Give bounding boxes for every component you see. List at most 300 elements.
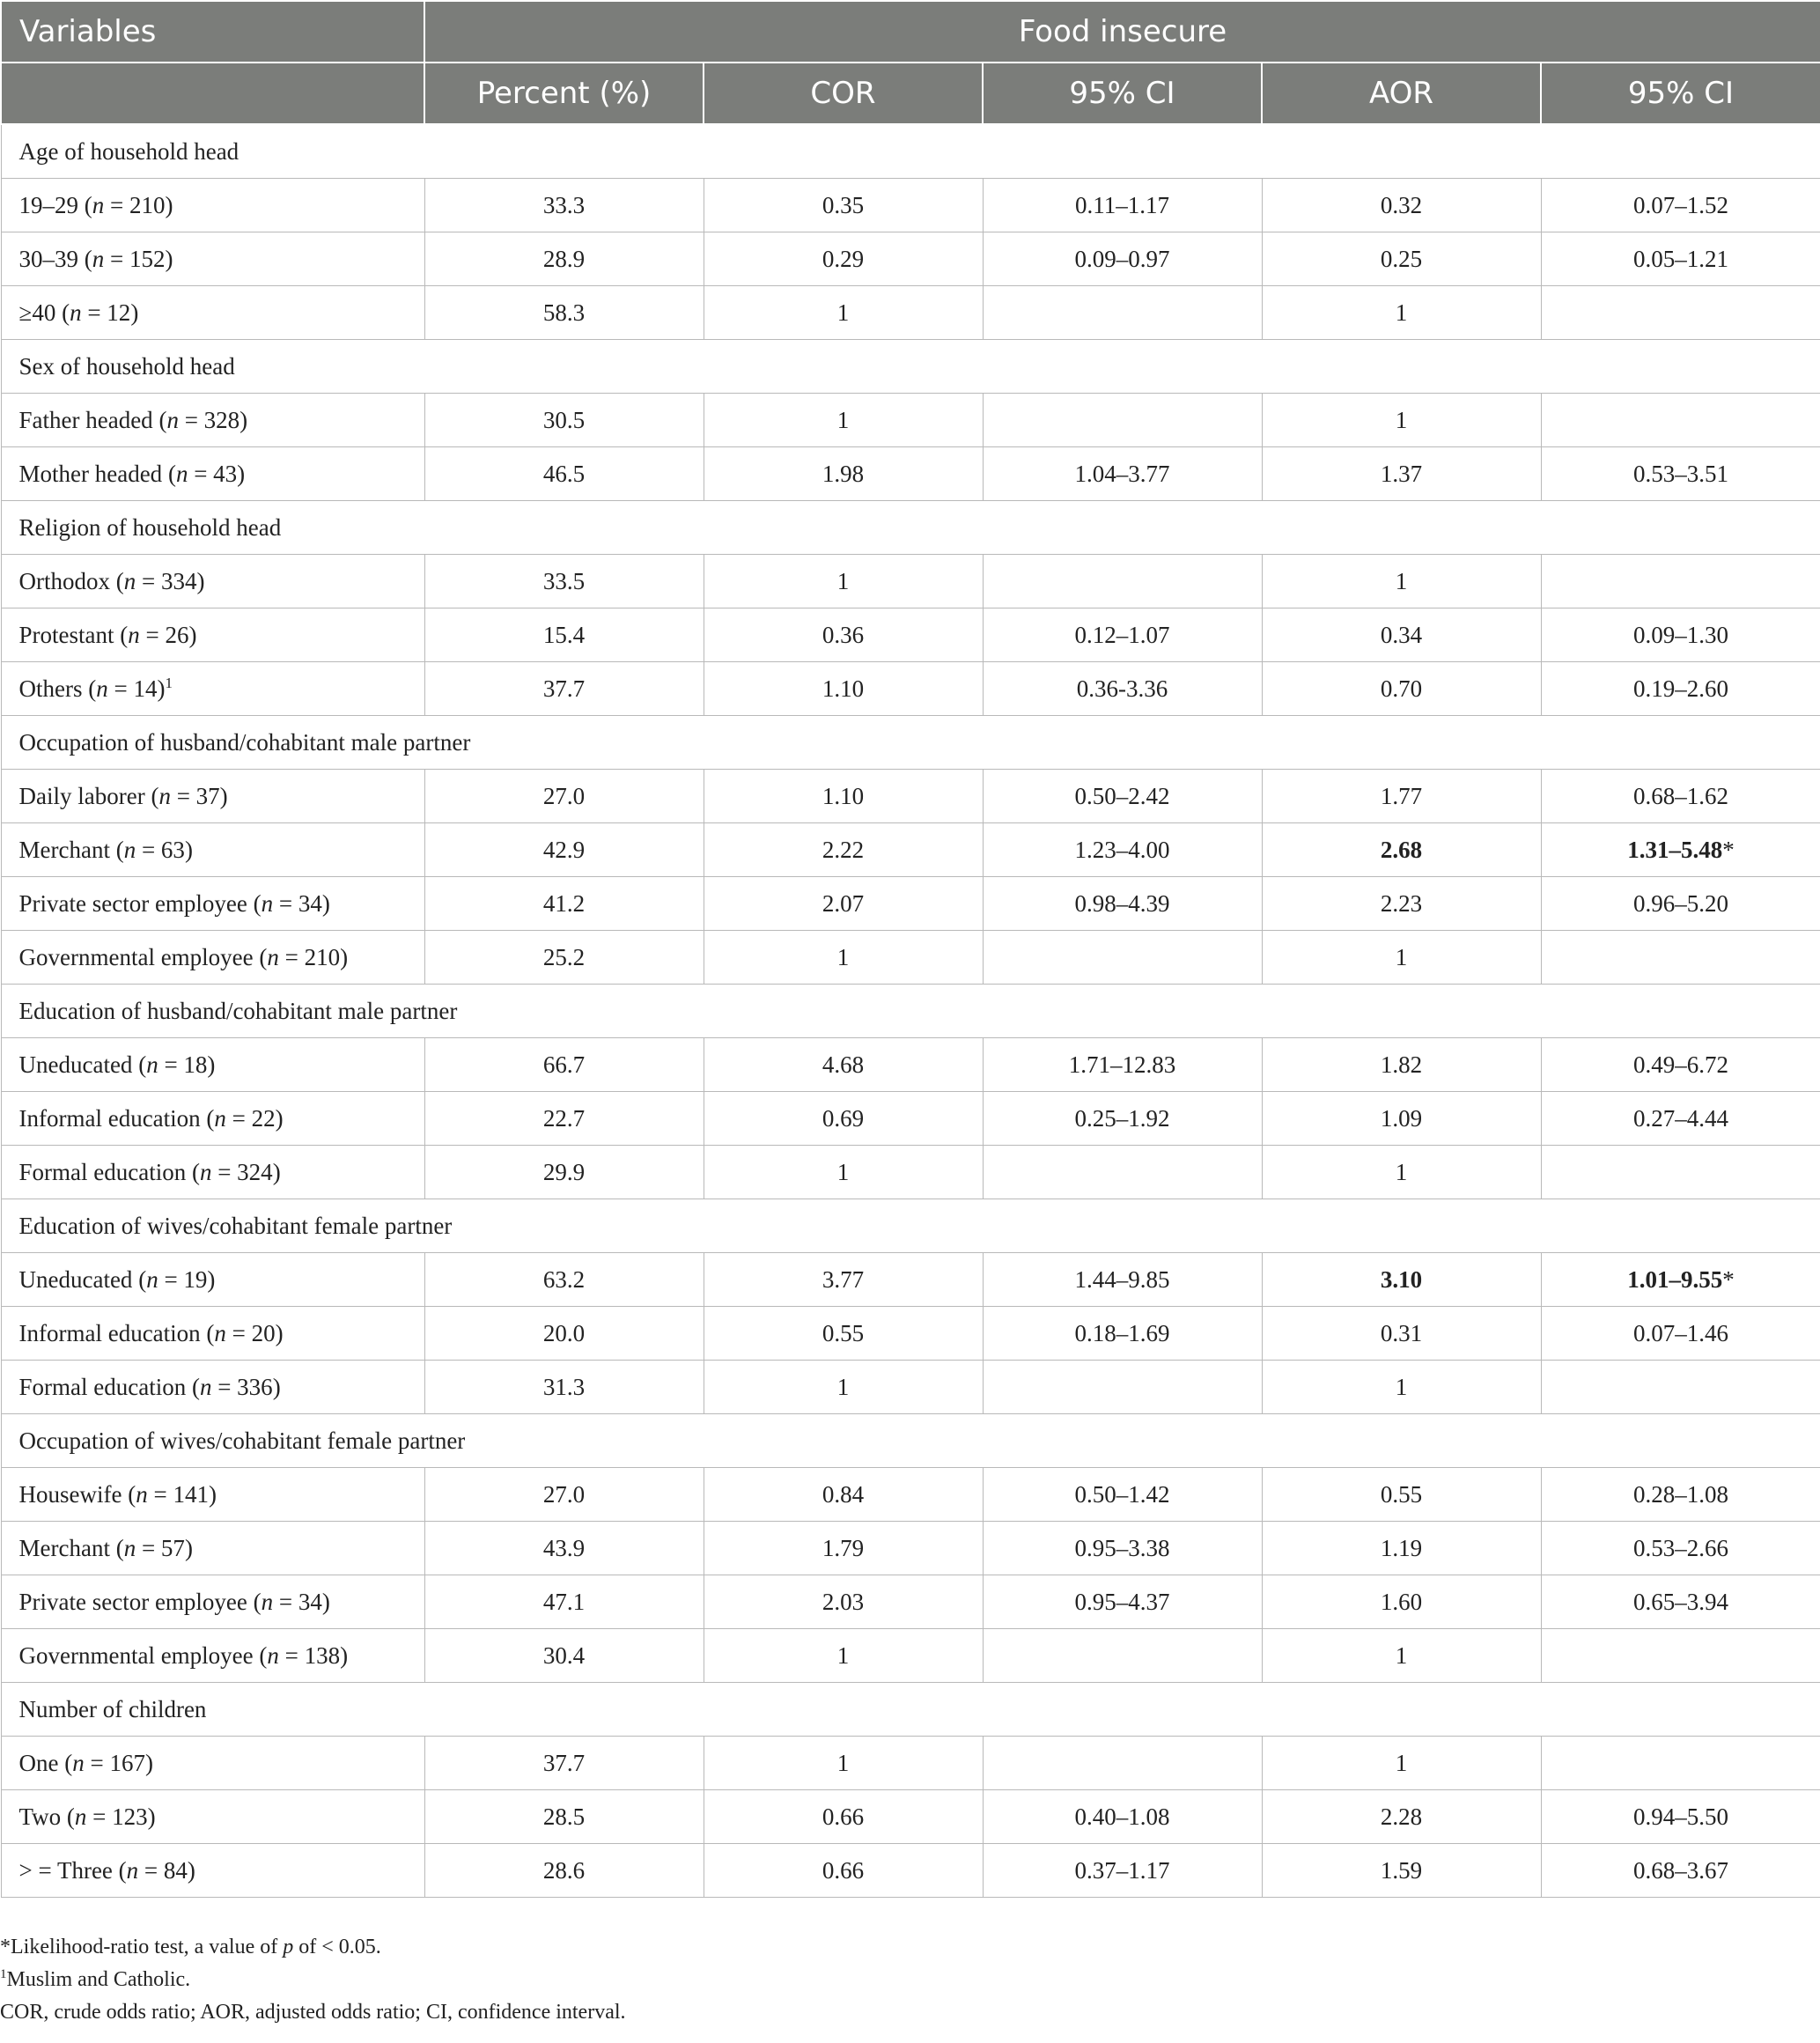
cell-aor-ci — [1541, 662, 1820, 716]
row-n-value: = 334 — [136, 567, 197, 594]
cell-aor-ci — [1541, 1522, 1820, 1575]
row-label-text: Housewife — [18, 1480, 122, 1508]
cell-cor: 0.29 — [704, 232, 983, 286]
cell-aor-ci-value: 0.07–1.52 — [1633, 191, 1728, 218]
row-label: Two (n = 123) — [1, 1790, 424, 1844]
cell-aor-ci — [1541, 555, 1820, 608]
row-n-symbol: n — [199, 1158, 212, 1185]
cell-aor-ci-value: 0.94–5.50 — [1633, 1803, 1728, 1830]
row-label: Informal education (n = 22) — [1, 1092, 424, 1146]
row-n-symbol: n — [92, 245, 105, 272]
cell-aor: 1.82 — [1262, 1038, 1541, 1092]
cell-percent: 22.7 — [424, 1092, 704, 1146]
row-label-text: Private sector employee — [18, 889, 247, 917]
table-row — [1, 232, 1820, 286]
row-label: Uneducated (n = 19) — [1, 1253, 424, 1307]
table-row — [1, 1790, 1820, 1844]
cell-cor: 1 — [704, 1361, 983, 1414]
cell-aor: 2.28 — [1262, 1790, 1541, 1844]
row-n-value: = 37 — [170, 782, 220, 809]
cell-cor: 0.36 — [704, 608, 983, 662]
cell-aor: 1 — [1262, 394, 1541, 447]
row-label: > = Three (n = 84) — [1, 1844, 424, 1898]
cell-aor-ci — [1541, 1307, 1820, 1361]
table-row — [1, 662, 1820, 716]
row-n-value: = 26 — [139, 621, 189, 648]
cell-aor-ci — [1541, 931, 1820, 985]
cell-aor-ci-value: 0.49–6.72 — [1633, 1051, 1728, 1078]
row-label-text: Merchant — [18, 1534, 110, 1561]
row-label: Father headed (n = 328) — [1, 394, 424, 447]
row-n-value: = 167 — [84, 1749, 145, 1776]
footnote-others: $^1$Muslim and Catholic. — [0, 1967, 191, 1991]
row-n-value: = 210 — [104, 191, 166, 218]
cell-cor: 0.69 — [704, 1092, 983, 1146]
row-label-text: Daily laborer — [18, 782, 145, 809]
cell-aor: 1 — [1262, 555, 1541, 608]
row-n-symbol: n — [74, 1803, 87, 1830]
cell-aor-ci — [1541, 823, 1820, 877]
cell-cor-ci: 0.12–1.07 — [983, 608, 1262, 662]
cell-aor-ci — [1541, 286, 1820, 340]
row-n-symbol: n — [92, 191, 105, 218]
row-n-value: = 43 — [188, 460, 238, 487]
cell-percent: 33.3 — [424, 179, 704, 232]
cell-aor: 1.77 — [1262, 770, 1541, 823]
row-label: 30–39 (n = 152) — [1, 232, 424, 286]
table-row — [1, 447, 1820, 501]
table-row — [1, 1361, 1820, 1414]
row-n-value: = 328 — [178, 406, 240, 433]
row-n-symbol: n — [214, 1319, 226, 1346]
header-food-insecure: Food insecure — [424, 1, 1820, 63]
cell-aor-ci-value: 0.28–1.08 — [1633, 1480, 1728, 1508]
cell-aor: 0.25 — [1262, 232, 1541, 286]
cell-aor-ci — [1541, 232, 1820, 286]
row-n-value: = 84 — [138, 1856, 188, 1884]
cell-aor-ci — [1541, 608, 1820, 662]
cell-percent: 37.7 — [424, 1737, 704, 1790]
row-n-symbol: n — [70, 299, 82, 326]
cell-percent: 27.0 — [424, 770, 704, 823]
row-n-value: = 210 — [278, 943, 341, 970]
cell-aor-ci — [1541, 1468, 1820, 1522]
table-row — [1, 286, 1820, 340]
section-row — [1, 1683, 1820, 1737]
row-label-text: Private sector employee — [18, 1588, 247, 1615]
cell-percent: 28.5 — [424, 1790, 704, 1844]
table-row — [1, 770, 1820, 823]
row-n-symbol: n — [158, 782, 171, 809]
cell-cor-ci: 0.50–2.42 — [983, 770, 1262, 823]
cell-percent: 46.5 — [424, 447, 704, 501]
cell-percent: 58.3 — [424, 286, 704, 340]
row-label-text: Orthodox — [18, 567, 110, 594]
table-row — [1, 1575, 1820, 1629]
row-label: Orthodox (n = 334) — [1, 555, 424, 608]
cell-percent: 20.0 — [424, 1307, 704, 1361]
row-label-text: Others — [18, 675, 83, 702]
cell-cor: 1 — [704, 1737, 983, 1790]
table-row — [1, 1737, 1820, 1790]
cell-cor-ci — [983, 1146, 1262, 1199]
row-label-text: 19–29 — [18, 191, 78, 218]
table-row — [1, 931, 1820, 985]
row-label: Merchant (n = 63) — [1, 823, 424, 877]
cell-cor: 1.10 — [704, 770, 983, 823]
table-row — [1, 179, 1820, 232]
table-footnotes — [0, 1931, 1820, 2029]
cell-cor-ci — [983, 931, 1262, 985]
row-n-symbol: n — [136, 1480, 148, 1508]
cell-percent: 31.3 — [424, 1361, 704, 1414]
cell-aor: 1.09 — [1262, 1092, 1541, 1146]
cell-cor: 1 — [704, 1146, 983, 1199]
cell-aor-ci-value: 0.07–1.46 — [1633, 1319, 1728, 1346]
cell-percent: 41.2 — [424, 877, 704, 931]
row-n-value: = 141 — [147, 1480, 209, 1508]
cell-aor-ci — [1541, 1146, 1820, 1199]
cell-aor-ci — [1541, 179, 1820, 232]
row-n-symbol: n — [72, 1749, 85, 1776]
row-n-symbol: n — [261, 889, 274, 917]
table-header — [1, 1, 1820, 124]
cell-percent: 28.6 — [424, 1844, 704, 1898]
cell-cor: 1 — [704, 286, 983, 340]
row-label-text: Uneducated — [18, 1051, 133, 1078]
cell-percent: 25.2 — [424, 931, 704, 985]
cell-cor-ci: 0.36-3.36 — [983, 662, 1262, 716]
cell-aor: 1 — [1262, 1629, 1541, 1683]
row-n-symbol: n — [267, 1641, 279, 1669]
section-row — [1, 716, 1820, 770]
row-n-symbol: n — [146, 1265, 158, 1293]
row-label: 19–29 (n = 210) — [1, 179, 424, 232]
row-n-value: = 336 — [211, 1373, 273, 1400]
row-n-value: = 22 — [225, 1104, 276, 1132]
cell-aor: 3.10 — [1262, 1253, 1541, 1307]
row-label-text: Two — [18, 1803, 62, 1830]
cell-cor-ci — [983, 1737, 1262, 1790]
row-label-text: Formal education — [18, 1373, 187, 1400]
table-row — [1, 823, 1820, 877]
cell-aor: 1 — [1262, 1737, 1541, 1790]
cell-aor-ci-value: 0.19–2.60 — [1633, 675, 1728, 702]
cell-aor-ci — [1541, 770, 1820, 823]
row-label-text: Formal education — [18, 1158, 187, 1185]
cell-percent: 15.4 — [424, 608, 704, 662]
cell-aor-ci-value: 0.53–3.51 — [1633, 460, 1728, 487]
cell-percent: 66.7 — [424, 1038, 704, 1092]
row-label: Others (n = 14)$^1$ — [1, 662, 424, 716]
row-label-text: Merchant — [18, 836, 110, 863]
row-n-value: = 34 — [273, 889, 322, 917]
cell-cor: 2.03 — [704, 1575, 983, 1629]
cell-aor-ci — [1541, 1038, 1820, 1092]
row-label: Private sector employee (n = 34) — [1, 1575, 424, 1629]
cell-cor-ci: 0.40–1.08 — [983, 1790, 1262, 1844]
row-label-text: One — [18, 1749, 59, 1776]
cell-cor: 3.77 — [704, 1253, 983, 1307]
header-variables: Variables — [1, 1, 424, 63]
cell-cor: 1 — [704, 555, 983, 608]
row-label-text: Informal education — [18, 1104, 201, 1132]
cell-cor: 1 — [704, 1629, 983, 1683]
cell-aor-ci — [1541, 1629, 1820, 1683]
header-percent: Percent (%) — [424, 63, 704, 124]
cell-aor-ci — [1541, 1253, 1820, 1307]
row-label: Mother headed (n = 43) — [1, 447, 424, 501]
cell-cor-ci — [983, 286, 1262, 340]
row-label-text: > = Three — [18, 1856, 113, 1884]
table-row — [1, 608, 1820, 662]
table-row — [1, 555, 1820, 608]
section-row — [1, 124, 1820, 179]
cell-aor-ci — [1541, 1575, 1820, 1629]
cell-cor: 1 — [704, 931, 983, 985]
row-label-text: Protestant — [18, 621, 114, 648]
row-footnote-marker: 1 — [165, 674, 173, 691]
cell-aor: 0.34 — [1262, 608, 1541, 662]
row-n-value: = 63 — [136, 836, 185, 863]
row-n-symbol: n — [261, 1588, 274, 1615]
row-n-symbol: n — [123, 1534, 136, 1561]
row-n-value: = 34 — [273, 1588, 322, 1615]
cell-cor-ci: 0.25–1.92 — [983, 1092, 1262, 1146]
cell-aor: 1.19 — [1262, 1522, 1541, 1575]
table-row — [1, 1629, 1820, 1683]
row-label-text: Mother headed — [18, 460, 163, 487]
row-n-symbol: n — [166, 406, 179, 433]
cell-cor-ci: 0.37–1.17 — [983, 1844, 1262, 1898]
row-n-value: = 14 — [107, 675, 158, 702]
row-label-text: Father headed — [18, 406, 153, 433]
table-row — [1, 1038, 1820, 1092]
row-label: Formal education (n = 324) — [1, 1146, 424, 1199]
cell-cor-ci: 0.11–1.17 — [983, 179, 1262, 232]
row-label: Governmental employee (n = 138) — [1, 1629, 424, 1683]
cell-aor-ci-value: 0.05–1.21 — [1633, 245, 1728, 272]
significance-star: * — [1722, 836, 1735, 863]
cell-cor-ci: 1.44–9.85 — [983, 1253, 1262, 1307]
cell-aor-ci-value: 1.31–5.48 — [1627, 836, 1723, 863]
cell-cor: 0.55 — [704, 1307, 983, 1361]
cell-aor: 1.60 — [1262, 1575, 1541, 1629]
cell-aor-ci-value: 0.68–3.67 — [1633, 1856, 1728, 1884]
cell-aor-ci-value: 0.65–3.94 — [1633, 1588, 1728, 1615]
table-row — [1, 1146, 1820, 1199]
cell-percent: 42.9 — [424, 823, 704, 877]
cell-aor-ci-value: 0.96–5.20 — [1633, 889, 1728, 917]
section-title: Religion of household head — [1, 501, 1820, 555]
cell-percent: 37.7 — [424, 662, 704, 716]
row-n-symbol: n — [146, 1051, 158, 1078]
section-row — [1, 340, 1820, 394]
row-label: Housewife (n = 141) — [1, 1468, 424, 1522]
cell-aor: 1 — [1262, 286, 1541, 340]
cell-aor-ci-value: 0.53–2.66 — [1633, 1534, 1728, 1561]
header-aor: AOR — [1262, 63, 1541, 124]
row-n-value: = 18 — [158, 1051, 208, 1078]
section-row — [1, 985, 1820, 1038]
row-label: Protestant (n = 26) — [1, 608, 424, 662]
cell-cor: 0.66 — [704, 1790, 983, 1844]
row-n-value: = 324 — [211, 1158, 273, 1185]
row-n-value: = 20 — [225, 1319, 276, 1346]
cell-aor-ci-value: 0.27–4.44 — [1633, 1104, 1728, 1132]
cell-percent: 30.4 — [424, 1629, 704, 1683]
footnote-significance: *Likelihood-ratio test, a value of p of < 0.05. — [0, 1936, 381, 1958]
cell-cor-ci: 0.95–3.38 — [983, 1522, 1262, 1575]
row-n-value: = 12 — [81, 299, 131, 326]
cell-cor-ci: 0.18–1.69 — [983, 1307, 1262, 1361]
cell-percent: 30.5 — [424, 394, 704, 447]
row-label-text: 30–39 — [18, 245, 78, 272]
table-row — [1, 1468, 1820, 1522]
cell-cor: 2.07 — [704, 877, 983, 931]
cell-cor: 1.79 — [704, 1522, 983, 1575]
cell-aor: 0.31 — [1262, 1307, 1541, 1361]
row-n-symbol: n — [214, 1104, 226, 1132]
cell-percent: 47.1 — [424, 1575, 704, 1629]
cell-percent: 33.5 — [424, 555, 704, 608]
cell-cor: 0.35 — [704, 179, 983, 232]
row-label: One (n = 167) — [1, 1737, 424, 1790]
section-title: Number of children — [1, 1683, 1820, 1737]
header-cor: COR — [704, 63, 983, 124]
header-aor-ci: 95% CI — [1541, 63, 1820, 124]
cell-cor: 2.22 — [704, 823, 983, 877]
cell-aor: 1 — [1262, 931, 1541, 985]
cell-aor: 0.32 — [1262, 179, 1541, 232]
row-n-symbol: n — [267, 943, 279, 970]
section-title: Occupation of husband/cohabitant male partner — [1, 716, 1820, 770]
cell-cor-ci: 0.50–1.42 — [983, 1468, 1262, 1522]
cell-cor: 1 — [704, 394, 983, 447]
table-row — [1, 1092, 1820, 1146]
section-row — [1, 1199, 1820, 1253]
cell-aor-ci — [1541, 1092, 1820, 1146]
row-label: Uneducated (n = 18) — [1, 1038, 424, 1092]
cell-aor-ci-value: 0.68–1.62 — [1633, 782, 1728, 809]
row-n-value: = 152 — [104, 245, 166, 272]
section-row — [1, 1414, 1820, 1468]
row-n-symbol: n — [123, 836, 136, 863]
table-row — [1, 877, 1820, 931]
row-n-value: = 138 — [278, 1641, 341, 1669]
row-label: Daily laborer (n = 37) — [1, 770, 424, 823]
row-label: ≥40 (n = 12) — [1, 286, 424, 340]
significance-star: * — [1722, 1265, 1735, 1293]
cell-aor: 0.55 — [1262, 1468, 1541, 1522]
row-label-text: Informal education — [18, 1319, 201, 1346]
row-n-symbol: n — [175, 460, 188, 487]
cell-cor-ci — [983, 1361, 1262, 1414]
cell-percent: 28.9 — [424, 232, 704, 286]
cell-aor: 2.23 — [1262, 877, 1541, 931]
cell-aor-ci — [1541, 1737, 1820, 1790]
cell-percent: 63.2 — [424, 1253, 704, 1307]
section-title: Age of household head — [1, 124, 1820, 179]
cell-cor: 4.68 — [704, 1038, 983, 1092]
section-title: Education of husband/cohabitant male partner — [1, 985, 1820, 1038]
cell-aor-ci — [1541, 394, 1820, 447]
table-row — [1, 1844, 1820, 1898]
section-row — [1, 501, 1820, 555]
footnote-abbreviations: COR, crude odds ratio; AOR, adjusted odds ratio; CI, confidence interval. — [0, 2001, 626, 2024]
cell-cor-ci — [983, 1629, 1262, 1683]
row-n-value: = 123 — [86, 1803, 148, 1830]
row-label-text: ≥40 — [18, 299, 56, 326]
cell-cor-ci: 0.98–4.39 — [983, 877, 1262, 931]
row-n-symbol: n — [126, 1856, 139, 1884]
row-n-symbol: n — [199, 1373, 212, 1400]
row-label-text: Governmental employee — [18, 1641, 254, 1669]
cell-aor-ci — [1541, 1790, 1820, 1844]
row-n-value: = 19 — [158, 1265, 208, 1293]
cell-aor: 0.70 — [1262, 662, 1541, 716]
cell-aor: 1.59 — [1262, 1844, 1541, 1898]
cell-cor: 0.66 — [704, 1844, 983, 1898]
cell-aor: 1 — [1262, 1361, 1541, 1414]
section-title: Education of wives/cohabitant female partner — [1, 1199, 1820, 1253]
table-row — [1, 1307, 1820, 1361]
table-row — [1, 1253, 1820, 1307]
row-label-text: Uneducated — [18, 1265, 133, 1293]
cell-cor-ci: 1.04–3.77 — [983, 447, 1262, 501]
cell-percent: 27.0 — [424, 1468, 704, 1522]
row-label: Private sector employee (n = 34) — [1, 877, 424, 931]
cell-cor: 0.84 — [704, 1468, 983, 1522]
row-n-symbol: n — [96, 675, 108, 702]
cell-percent: 43.9 — [424, 1522, 704, 1575]
cell-aor-ci — [1541, 1844, 1820, 1898]
row-label: Governmental employee (n = 210) — [1, 931, 424, 985]
cell-cor-ci: 1.23–4.00 — [983, 823, 1262, 877]
cell-cor-ci — [983, 394, 1262, 447]
cell-aor-ci — [1541, 1361, 1820, 1414]
cell-cor-ci: 0.09–0.97 — [983, 232, 1262, 286]
row-label: Formal education (n = 336) — [1, 1361, 424, 1414]
row-label: Informal education (n = 20) — [1, 1307, 424, 1361]
cell-aor: 1.37 — [1262, 447, 1541, 501]
row-n-symbol: n — [123, 567, 136, 594]
cell-cor-ci — [983, 555, 1262, 608]
cell-cor: 1.98 — [704, 447, 983, 501]
table-body — [1, 124, 1820, 1898]
header-cor-ci: 95% CI — [983, 63, 1262, 124]
cell-cor-ci: 1.71–12.83 — [983, 1038, 1262, 1092]
section-title: Sex of household head — [1, 340, 1820, 394]
cell-percent: 29.9 — [424, 1146, 704, 1199]
cell-aor: 1 — [1262, 1146, 1541, 1199]
header-blank — [1, 63, 424, 124]
row-n-value: = 57 — [136, 1534, 185, 1561]
cell-cor: 1.10 — [704, 662, 983, 716]
row-label: Merchant (n = 57) — [1, 1522, 424, 1575]
table-row — [1, 1522, 1820, 1575]
cell-aor: 2.68 — [1262, 823, 1541, 877]
row-n-symbol: n — [128, 621, 140, 648]
cell-cor-ci: 0.95–4.37 — [983, 1575, 1262, 1629]
cell-aor-ci — [1541, 877, 1820, 931]
cell-aor-ci-value: 1.01–9.55 — [1627, 1265, 1723, 1293]
cell-aor-ci — [1541, 447, 1820, 501]
section-title: Occupation of wives/cohabitant female partner — [1, 1414, 1820, 1468]
table-row — [1, 394, 1820, 447]
cell-aor-ci-value: 0.09–1.30 — [1633, 621, 1728, 648]
row-label-text: Governmental employee — [18, 943, 254, 970]
